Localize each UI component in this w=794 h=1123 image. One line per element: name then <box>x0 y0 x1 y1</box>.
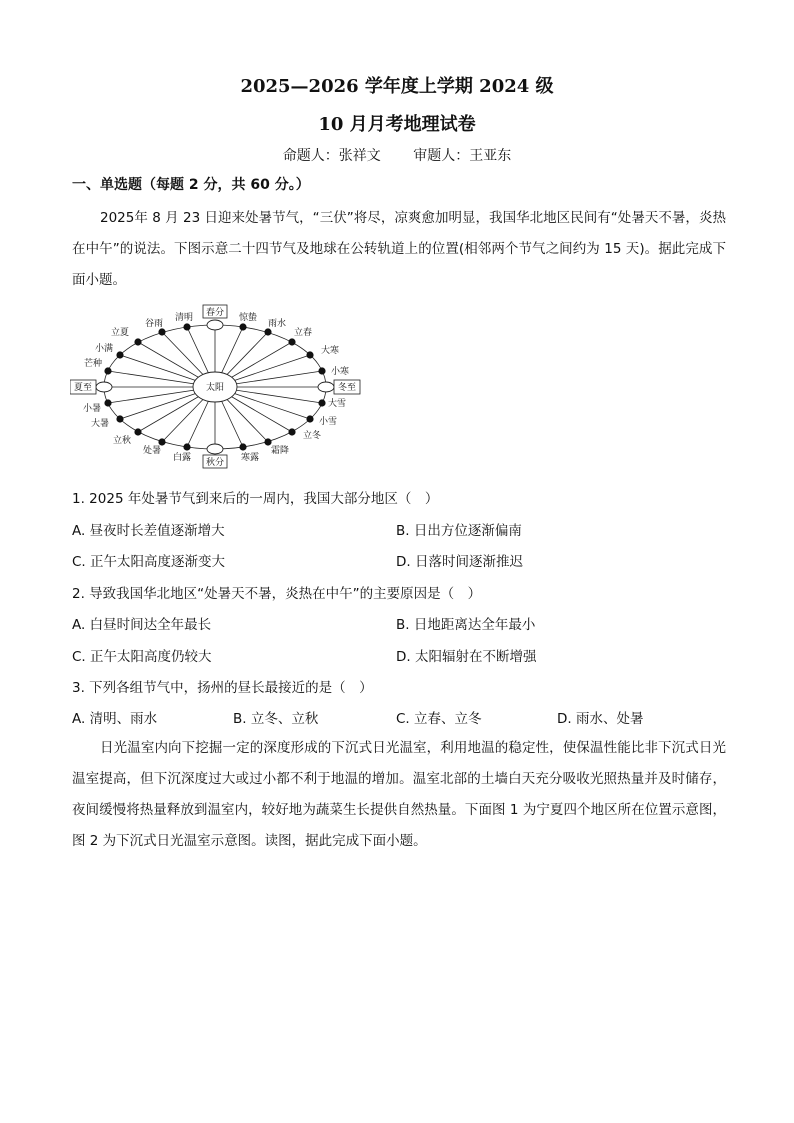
term-label: 大暑 <box>90 419 110 429</box>
term-label: 立冬 <box>302 431 322 441</box>
term-label: 白露 <box>172 453 192 463</box>
label-autumn-equinox: 秋分 <box>205 458 225 468</box>
question-1-stem: 1. 2025 年处暑节气到来后的一周内，我国大部分地区（ ） <box>72 491 439 507</box>
term-label: 大寒 <box>320 346 340 356</box>
label-summer-solstice: 夏至 <box>73 383 93 393</box>
question-3-stem: 3. 下列各组节气中，扬州的昼长最接近的是（ ） <box>72 680 373 696</box>
exam-authors <box>0 145 794 165</box>
question-3-option-c[interactable]: C. 立春、立冬 <box>396 711 482 727</box>
term-label: 清明 <box>174 313 194 323</box>
question-1-option-b[interactable]: B. 日出方位逐渐偏南 <box>396 523 522 539</box>
intro-paragraph: 2025年 8 月 23 日迎来处暑节气，“三伏”将尽，凉爽愈加明显，我国华北地区民间有“处暑天不暑，炎热在中午”的说法。下图示意二十四节气及地球在公转轨道上的位置(相邻两个节气之间约为 15 天)。据此完成下面小题。 <box>72 210 726 288</box>
question-3-option-b[interactable]: B. 立冬、立秋 <box>233 711 319 727</box>
exam-title-line1: 2025—2026 学年度上学期 2024 级 <box>240 76 554 97</box>
question-3-option-d[interactable]: D. 雨水、处暑 <box>557 711 644 727</box>
question-2-option-b[interactable]: B. 日地距离达全年最小 <box>396 617 536 633</box>
author-name: 命题人：张祥文 <box>282 148 381 164</box>
section-title: 一、单选题（每题 2 分，共 60 分。） <box>72 177 310 193</box>
term-label: 处暑 <box>142 446 162 456</box>
term-label: 芒种 <box>83 359 103 369</box>
reviewer-name: 审题人：王亚东 <box>413 148 512 164</box>
question-1-option-c[interactable]: C. 正午太阳高度逐渐变大 <box>72 554 226 570</box>
question-2-option-d[interactable]: D. 太阳辐射在不断增强 <box>396 649 537 665</box>
term-label: 立秋 <box>112 436 132 446</box>
question-2-stem: 2. 导致我国华北地区“处暑天不暑，炎热在中午”的主要原因是（ ） <box>72 586 482 602</box>
exam-title-line2: 10 月月考地理试卷 <box>318 114 476 135</box>
sun-label: 太阳 <box>205 383 225 393</box>
term-label: 立春 <box>293 328 313 338</box>
term-label: 小满 <box>94 344 114 354</box>
term-label: 惊蛰 <box>238 313 258 323</box>
question-2-option-c[interactable]: C. 正午太阳高度仍较大 <box>72 649 212 665</box>
question-2-option-a[interactable]: A. 白昼时间达全年最长 <box>72 617 212 633</box>
term-label: 雨水 <box>267 319 287 329</box>
term-label: 谷雨 <box>144 319 164 329</box>
greenhouse-paragraph: 日光温室内向下挖掘一定的深度形成的下沉式日光温室，利用地温的稳定性，使保温性能比非下沉式日光温室提高，但下沉深度过大或过小都不利于地温的增加。温室北部的土墙白天充分吸收光照热量并及时储存，夜间缓慢将热量释放到温室内，较好地为蔬菜生长提供自然热量。下面图 1 为宁夏四个地区所在位置示意图，图 2 为下沉式日光温室示意图。读图，据此完成下面小题。 <box>72 740 726 849</box>
term-label: 立夏 <box>110 328 130 338</box>
term-label: 小寒 <box>330 367 350 377</box>
solar-terms-diagram <box>70 298 370 470</box>
term-label: 寒露 <box>240 453 260 463</box>
term-label: 霜降 <box>270 446 290 456</box>
term-label: 大雪 <box>327 399 347 409</box>
question-1-option-d[interactable]: D. 日落时间逐渐推迟 <box>396 554 523 570</box>
label-spring-equinox: 春分 <box>205 308 225 318</box>
question-3-option-a[interactable]: A. 清明、雨水 <box>72 711 158 727</box>
label-winter-solstice: 冬至 <box>337 383 357 393</box>
term-label: 小暑 <box>82 404 102 414</box>
question-1-option-a[interactable]: A. 昼夜时长差值逐渐增大 <box>72 523 225 539</box>
term-label: 小雪 <box>318 417 338 427</box>
